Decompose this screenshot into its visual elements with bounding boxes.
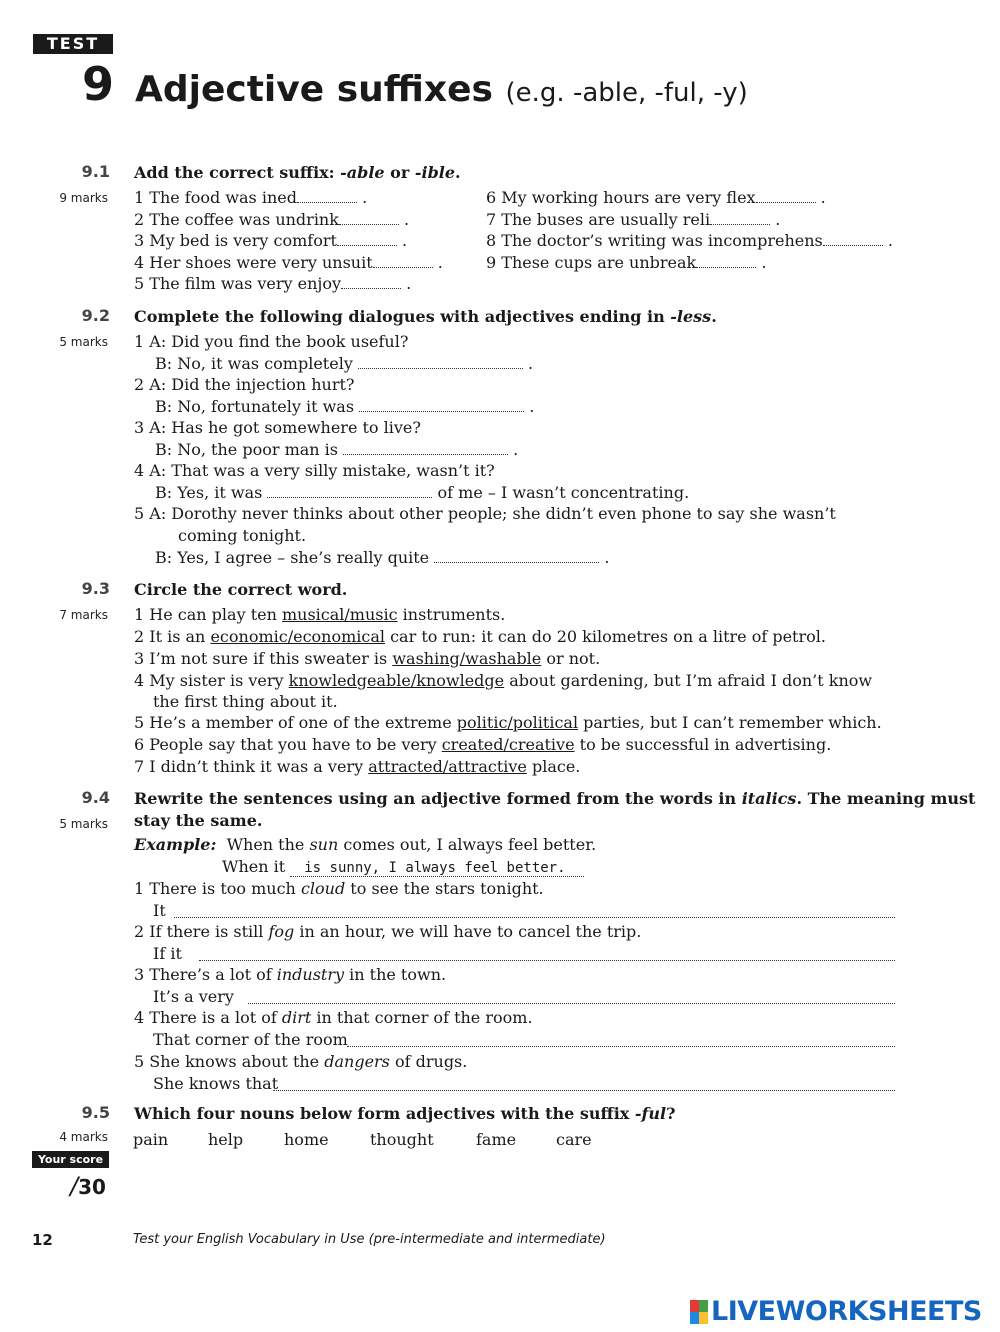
section-number: 9.2 xyxy=(81,306,110,325)
item-text: The coffee was undrink xyxy=(149,209,339,229)
dialogue-line-a xyxy=(134,504,836,524)
dialogue-text: Did you find the book useful? xyxy=(171,332,409,351)
section-marks: 9 marks xyxy=(59,191,108,205)
answer-blank[interactable] xyxy=(337,234,397,246)
score-label: Your score xyxy=(32,1151,109,1168)
item-number: 2 xyxy=(134,627,150,646)
answer-blank[interactable] xyxy=(696,256,756,268)
test-label: TEST xyxy=(33,34,113,54)
item-text: The film was very enjoy xyxy=(149,274,342,294)
section-marks: 7 marks xyxy=(59,608,108,622)
answer-line xyxy=(153,987,234,1007)
item-number: 2 xyxy=(134,209,150,229)
title-subtitle: (e.g. -able, -ful, -y) xyxy=(505,78,748,108)
item-text: in the town. xyxy=(344,965,447,984)
key-word: dangers xyxy=(324,1052,390,1071)
item-text: The food was ined xyxy=(149,188,297,207)
answer-start: It’s a very xyxy=(153,987,234,1006)
liveworksheets-brand[interactable] xyxy=(690,1296,982,1327)
answer-blank[interactable] xyxy=(267,486,432,498)
speaker-a: A: xyxy=(149,504,172,523)
exercise-item: 5 The film was very enjoy . xyxy=(134,274,412,294)
answer-blank[interactable] xyxy=(297,191,357,203)
answer-blank[interactable] xyxy=(358,357,523,369)
exercise-item: 3 My bed is very comfort . xyxy=(134,231,408,251)
word-choice[interactable]: knowledgeable/knowledge xyxy=(288,671,505,690)
speaker-b: B: xyxy=(155,397,178,416)
item-text: parties, but I can’t remember which. xyxy=(578,713,882,732)
answer-blank[interactable] xyxy=(710,213,770,225)
book-footer: Test your English Vocabulary in Use (pre-intermediate and intermediate) xyxy=(133,1232,606,1247)
dialogue-line-a xyxy=(134,418,421,438)
key-word: cloud xyxy=(300,879,346,898)
exercise-item xyxy=(134,965,446,985)
section-number: 9.3 xyxy=(81,579,110,598)
dialogue-line-b xyxy=(155,548,609,568)
exercise-item xyxy=(134,1008,533,1028)
example-answer: When it is sunny, I always feel better. xyxy=(222,857,584,878)
answer-line xyxy=(153,1074,278,1094)
item-number: 1 xyxy=(134,188,150,207)
dialogue-line-b xyxy=(155,440,518,460)
item-number: 8 xyxy=(486,231,502,251)
section-instruction: Which four nouns below form adjectives with the suffix -ful? xyxy=(134,1104,676,1123)
key-word: industry xyxy=(276,965,345,984)
exercise-item: 9 These cups are unbreak . xyxy=(486,252,767,272)
page-number: 12 xyxy=(32,1231,53,1249)
dialogue-text: Yes, I agree – she’s really quite xyxy=(177,548,435,567)
item-text: about gardening, but I’m afraid I don’t know xyxy=(504,671,873,690)
section-marks: 5 marks xyxy=(59,335,108,349)
item-text: People say that you have to be very xyxy=(149,735,442,754)
item-text: My bed is very comfort xyxy=(149,231,337,251)
item-text: place. xyxy=(526,757,581,776)
item-number: 5 xyxy=(134,274,150,294)
item-text: or not. xyxy=(541,649,601,668)
item-text: I’m not sure if this sweater is xyxy=(149,649,393,668)
dialogue-text: Dorothy never thinks about other people; she didn’t even phone to say she wasn’t xyxy=(171,504,836,523)
item-number: 5 xyxy=(134,504,150,523)
item-number: 4 xyxy=(134,461,150,480)
section-number: 9.1 xyxy=(81,162,110,181)
item-number: 3 xyxy=(134,231,150,251)
item-number: 4 xyxy=(134,671,150,690)
item-number: 3 xyxy=(134,965,150,984)
section-instruction: Complete the following dialogues with adjectives ending in -less. xyxy=(134,307,717,326)
exercise-item xyxy=(134,713,882,733)
dialogue-text-end: . xyxy=(522,354,534,373)
item-number: 1 xyxy=(134,605,150,624)
section-marks: 4 marks xyxy=(59,1130,108,1144)
section-number: 9.4 xyxy=(81,788,110,807)
item-text: in that corner of the room. xyxy=(311,1008,533,1027)
answer-blank[interactable] xyxy=(434,551,599,563)
item-number: 7 xyxy=(486,209,502,229)
answer-line xyxy=(153,1030,348,1050)
word-choice[interactable]: created/creative xyxy=(441,735,575,754)
item-number: 7 xyxy=(134,757,150,776)
exercise-item xyxy=(134,922,641,942)
answer-blank[interactable] xyxy=(273,1090,895,1091)
dialogue-line-a xyxy=(134,461,495,481)
noun-option[interactable]: home xyxy=(284,1130,329,1149)
item-number: 3 xyxy=(134,418,150,437)
answer-line xyxy=(153,901,166,921)
test-number: 9 xyxy=(82,57,115,111)
item-text: There is a lot of xyxy=(149,1008,282,1027)
item-number: 6 xyxy=(486,188,502,207)
item-text: My sister is very xyxy=(149,671,289,690)
word-choice[interactable]: economic/economical xyxy=(210,627,385,646)
noun-option[interactable]: care xyxy=(556,1130,592,1149)
item-text: to be successful in advertising. xyxy=(574,735,832,754)
section-marks: 5 marks xyxy=(59,817,108,831)
item-number: 5 xyxy=(134,713,150,732)
answer-blank[interactable] xyxy=(339,213,399,225)
answer-blank[interactable] xyxy=(174,917,895,918)
speaker-a: A: xyxy=(149,375,172,394)
dialogue-text: Yes, it was xyxy=(177,483,268,502)
exercise-item: 6 My working hours are very flex . xyxy=(486,188,826,207)
item-text: I didn’t think it was a very xyxy=(149,757,369,776)
key-word: fog xyxy=(268,922,295,941)
item-text: Her shoes were very unsuit xyxy=(149,252,373,272)
dialogue-line-b xyxy=(155,483,689,503)
section-instruction: Add the correct suffix: -able or -ible. xyxy=(134,163,461,182)
item-number: 5 xyxy=(134,1052,150,1071)
dialogue-text: No, it was completely xyxy=(177,354,358,373)
word-choice[interactable]: washing/washable xyxy=(392,649,542,668)
dialogue-text-end: . xyxy=(508,440,519,459)
answer-blank[interactable] xyxy=(823,234,883,246)
dialogue-text: That was a very silly mistake, wasn’t it? xyxy=(171,461,495,480)
item-text: the first thing about it. xyxy=(153,692,338,711)
answer-line xyxy=(153,944,182,964)
title-main: Adjective suffixes xyxy=(135,69,493,110)
noun-option[interactable]: pain xyxy=(133,1130,169,1149)
answer-blank[interactable] xyxy=(347,1046,895,1047)
item-text: of drugs. xyxy=(389,1052,468,1071)
dialogue-text-end: . xyxy=(599,548,610,567)
noun-option[interactable]: fame xyxy=(476,1130,517,1149)
exercise-item: 7 The buses are usually reli . xyxy=(486,209,781,229)
answer-blank[interactable] xyxy=(756,191,816,203)
speaker-a: A: xyxy=(149,418,172,437)
section-instruction-cont: stay the same. xyxy=(134,811,263,830)
exercise-item xyxy=(134,649,600,669)
exercise-item: 2 The coffee was undrink . xyxy=(134,209,410,229)
item-number: 9 xyxy=(486,252,502,272)
item-text: There is too much xyxy=(149,879,301,898)
item-text: There’s a lot of xyxy=(149,965,277,984)
speaker-b: B: xyxy=(155,548,178,567)
item-text: She knows about the xyxy=(149,1052,325,1071)
exercise-item-cont xyxy=(153,692,338,712)
exercise-item: 1 The food was ined . xyxy=(134,188,368,207)
dialogue-line-a-cont xyxy=(178,526,306,546)
dialogue-text: Did the injection hurt? xyxy=(171,375,355,394)
speaker-a: A: xyxy=(149,461,172,480)
speaker-b: B: xyxy=(155,354,178,373)
answer-start: If it xyxy=(153,944,182,963)
item-text: My working hours are very flex xyxy=(501,188,756,207)
answer-blank[interactable] xyxy=(359,400,524,412)
noun-option[interactable]: thought xyxy=(370,1130,434,1149)
item-number: 4 xyxy=(134,1008,150,1027)
example-sentence: Example: When the sun comes out, I always feel better. xyxy=(134,835,597,854)
dialogue-text-end: . xyxy=(524,397,535,416)
exercise-item xyxy=(134,627,826,647)
brand-name: LIVEWORKSHEETS xyxy=(711,1296,982,1327)
dialogue-text: coming tonight. xyxy=(178,526,307,545)
key-word: dirt xyxy=(281,1008,312,1027)
score-total: /30 xyxy=(70,1172,106,1200)
dialogue-line-b xyxy=(155,397,534,417)
dialogue-text: No, the poor man is xyxy=(177,440,344,459)
exercise-item xyxy=(134,671,872,691)
exercise-item xyxy=(134,757,580,777)
item-text: He’s a member of one of the extreme xyxy=(149,713,457,732)
example-handwritten-answer: is sunny, I always feel better. xyxy=(290,860,583,877)
dialogue-text-end: of me – I wasn’t concentrating. xyxy=(432,483,690,502)
item-number: 3 xyxy=(134,649,150,668)
answer-start: She knows that xyxy=(153,1074,279,1093)
word-choice[interactable]: musical/music xyxy=(281,605,398,624)
item-number: 1 xyxy=(134,332,150,351)
answer-blank[interactable] xyxy=(199,960,895,961)
dialogue-line-a xyxy=(134,332,408,352)
section-number: 9.5 xyxy=(81,1103,110,1122)
item-text: instruments. xyxy=(397,605,506,624)
item-text: to see the stars tonight. xyxy=(345,879,544,898)
item-text: car to run: it can do 20 kilometres on a litre of petrol. xyxy=(385,627,826,646)
item-text: If there is still xyxy=(149,922,269,941)
item-text: These cups are unbreak xyxy=(501,252,697,272)
exercise-item: 8 The doctor’s writing was incomprehens . xyxy=(486,231,893,251)
word-choice[interactable]: attracted/attractive xyxy=(368,757,527,776)
answer-blank[interactable] xyxy=(343,443,508,455)
exercise-item: 4 Her shoes were very unsuit . xyxy=(134,252,443,272)
answer-start: That corner of the room xyxy=(153,1030,348,1049)
dialogue-text: No, fortunately it was xyxy=(177,397,360,416)
item-number: 6 xyxy=(134,735,150,754)
item-number: 2 xyxy=(134,375,150,394)
speaker-b: B: xyxy=(155,440,178,459)
word-choice[interactable]: politic/political xyxy=(456,713,579,732)
section-instruction: Rewrite the sentences using an adjective formed from the words in italics. The meaning must xyxy=(134,789,976,808)
speaker-b: B: xyxy=(155,483,178,502)
answer-blank[interactable] xyxy=(248,1003,895,1004)
item-number: 1 xyxy=(134,879,150,898)
page-title xyxy=(135,66,748,117)
exercise-item xyxy=(134,1052,467,1072)
exercise-item xyxy=(134,605,505,625)
section-instruction: Circle the correct word. xyxy=(134,580,348,599)
item-text: The buses are usually reli xyxy=(501,209,711,229)
item-number: 4 xyxy=(134,252,150,272)
answer-start: It xyxy=(153,901,166,920)
item-text: in an hour, we will have to cancel the trip. xyxy=(294,922,642,941)
dialogue-line-a xyxy=(134,375,355,395)
answer-blank[interactable] xyxy=(341,277,401,289)
item-text: The doctor’s writing was incomprehens xyxy=(501,231,823,251)
item-text: It is an xyxy=(149,627,211,646)
dialogue-text: Has he got somewhere to live? xyxy=(171,418,421,437)
speaker-a: A: xyxy=(149,332,172,351)
dialogue-line-b xyxy=(155,354,533,374)
item-number: 2 xyxy=(134,922,150,941)
exercise-item xyxy=(134,879,544,899)
exercise-item xyxy=(134,735,831,755)
item-text: He can play ten xyxy=(149,605,282,624)
noun-option[interactable]: help xyxy=(208,1130,244,1149)
liveworksheets-logo-icon xyxy=(690,1300,708,1324)
answer-blank[interactable] xyxy=(373,256,433,268)
